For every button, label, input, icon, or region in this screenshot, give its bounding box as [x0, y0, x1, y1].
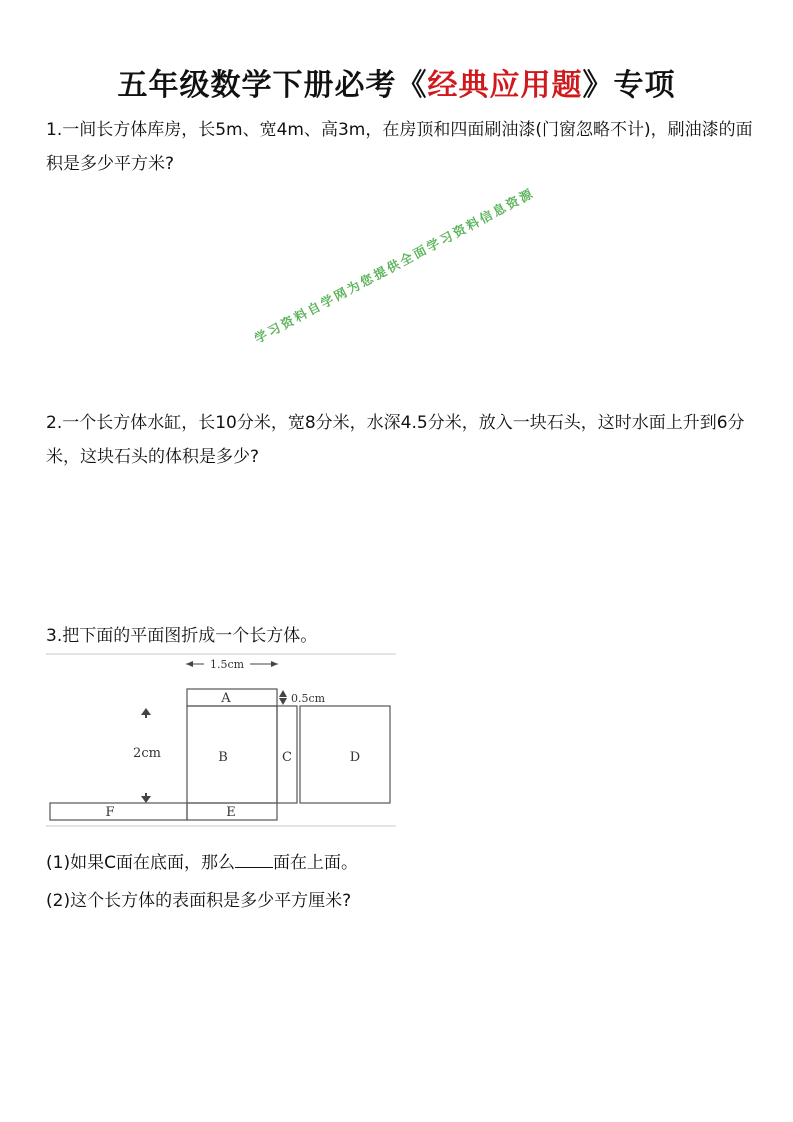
face-a-label: A [221, 691, 231, 706]
dim-width-arrow-left [186, 661, 193, 667]
question-2: 2.一个长方体水缸，长10分米，宽8分米，水深4.5分米，放入一块石头，这时水面上升到6分米，这块石头的体积是多少? [46, 413, 745, 467]
dim-small-arrow-up [279, 690, 287, 697]
sub-question-1 [46, 848, 358, 873]
page-title [0, 60, 793, 104]
face-e-label: E [226, 805, 236, 820]
face-b-label: B [218, 750, 228, 765]
face-f [50, 803, 187, 820]
face-c-label: C [282, 750, 292, 765]
face-b [187, 706, 277, 803]
face-f-label: F [105, 805, 115, 820]
dim-width-arrow-right [271, 661, 278, 667]
face-d [300, 706, 390, 803]
sub-question-2: (2)这个长方体的表面积是多少平方厘米? [46, 891, 352, 911]
dim-small-arrow-down [279, 698, 287, 705]
dim-height-arrow-up [141, 708, 151, 715]
face-d-label: D [349, 750, 361, 765]
answer-blank[interactable] [235, 851, 273, 868]
dim-width-label: 1.5cm [209, 658, 245, 671]
title-prefix: 五年级数学下册必考《 [117, 68, 428, 103]
sub-question-1-after: 面在上面。 [272, 853, 358, 873]
question-1: 1.一间长方体库房，长5m、宽4m、高3m，在房顶和四面刷油漆(门窗忽略不计)，刷油漆的面积是多少平方米? [46, 120, 753, 174]
dim-height-arrow-down [141, 796, 151, 803]
title-suffix: 》专项 [582, 68, 676, 103]
cuboid-net-diagram [46, 652, 398, 828]
dim-height-label: 2cm [133, 746, 161, 761]
sub-question-1-before: (1)如果C面在底面，那么 [46, 853, 235, 873]
dim-small-label: 0.5cm [291, 692, 326, 705]
watermark: 学习资料自学网为您提供全面学习资料信息资源 [251, 184, 537, 347]
face-a [187, 689, 277, 706]
question-3: 3.把下面的平面图折成一个长方体。 [46, 626, 318, 646]
title-highlight: 经典应用题 [427, 68, 583, 103]
